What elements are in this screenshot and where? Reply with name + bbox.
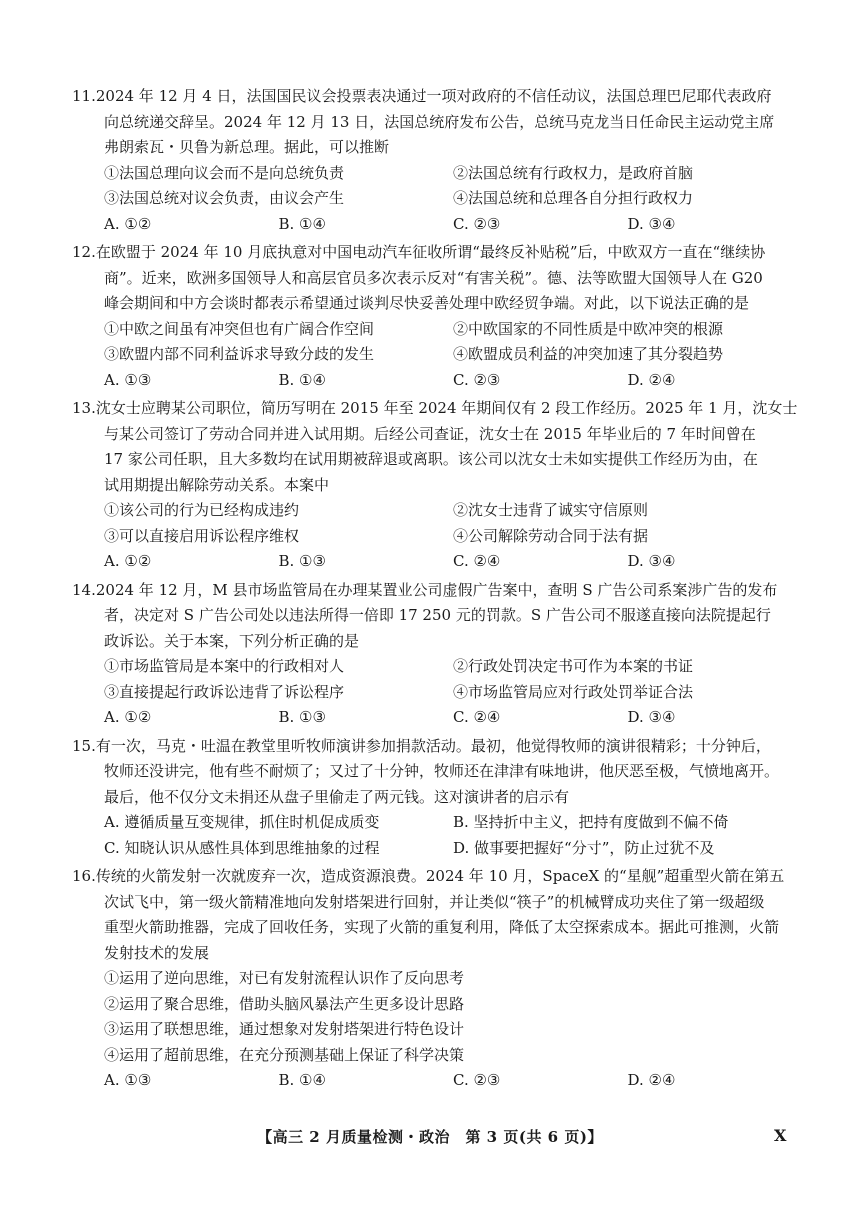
choice-a[interactable]: A. ①② <box>104 708 152 726</box>
question-stem <box>72 578 802 655</box>
choice-b[interactable]: B. ①④ <box>278 370 326 389</box>
stem-line: 向总统递交辞呈。2024 年 12 月 13 日，法国总统府发布公告，总统马克龙当日任命民主运动党主席 <box>104 112 775 131</box>
question-stem <box>72 734 802 811</box>
stem-line: 2024 年 12 月，M 县市场监管局在办理某置业公司虚假广告案中，查明 S 广告公司系案涉广告的发布 <box>95 580 778 599</box>
choice-row <box>72 836 802 862</box>
stem-line: 次试飞中，第一级火箭精准地向发射塔架进行回射，并让类似“筷子”的机械臂成功夹住了第一级超级 <box>104 892 765 911</box>
statement-row <box>72 680 802 706</box>
statement-row <box>72 654 802 680</box>
choice-d[interactable]: D. ③④ <box>627 214 676 233</box>
question-stem <box>72 396 802 498</box>
paper-version-mark: X <box>774 1126 787 1145</box>
choice-b[interactable]: B. ①③ <box>278 552 326 570</box>
statement-2: ②沈女士违背了诚实守信原则 <box>453 501 649 519</box>
choice-c[interactable]: C. ②④ <box>453 708 501 726</box>
statement-1: ①市场监管局是本案中的行政相对人 <box>104 657 345 675</box>
statement-row <box>72 161 802 187</box>
question-number: 16. <box>72 867 96 885</box>
choice-row <box>72 810 802 836</box>
choice-c[interactable]: C. 知晓认识从感性具体到思维抽象的过程 <box>104 838 380 857</box>
statement-row <box>72 317 802 343</box>
choice-a[interactable]: A. ①② <box>104 214 152 233</box>
stem-line: 与某公司签订了劳动合同并进入试用期。后经公司查证，沈女士在 2015 年毕业后的 7 年时间曾在 <box>104 424 756 443</box>
question-12 <box>72 240 802 393</box>
question-stem <box>72 84 802 161</box>
choice-a[interactable]: A. ①③ <box>104 1071 152 1089</box>
question-14 <box>72 578 802 731</box>
choice-d[interactable]: D. ③④ <box>627 708 676 726</box>
stem-line: 发射技术的发展 <box>104 943 210 962</box>
stem-line: 传统的火箭发射一次就废弃一次，造成资源浪费。2024 年 10 月，SpaceX 的“星舰”超重型火箭在第五 <box>95 867 785 885</box>
question-stem <box>72 240 802 317</box>
statement-2: ②运用了聚合思维，借助头脑风暴法产生更多设计思路 <box>104 994 465 1013</box>
question-number: 11. <box>72 87 96 105</box>
stem-line: 2024 年 12 月 4 日，法国国民议会投票表决通过一项对政府的不信任动议，法国总理巴尼耶代表政府 <box>95 87 772 105</box>
choice-row <box>72 549 802 575</box>
stem-line: 政诉讼。关于本案，下列分析正确的是 <box>104 631 360 650</box>
question-number: 12. <box>72 243 96 261</box>
statement-1: ①中欧之间虽有冲突但也有广阔合作空间 <box>104 319 375 338</box>
statement-row <box>72 524 802 550</box>
stem-line: 商”。近来，欧洲多国领导人和高层官员多次表示反对“有害关税”。德、法等欧盟大国领导人在 G20 <box>104 268 763 287</box>
statement-2: ②法国总统有行政权力，是政府首脑 <box>453 163 694 182</box>
choice-b[interactable]: B. 坚持折中主义，把持有度做到不偏不倚 <box>453 813 729 831</box>
statement-1: ①该公司的行为已经构成违约 <box>104 501 300 519</box>
question-number: 14. <box>72 580 96 599</box>
question-stem <box>72 864 802 966</box>
choice-c[interactable]: C. ②③ <box>453 214 501 233</box>
choice-a[interactable]: A. 遵循质量互变规律，抓住时机促成质变 <box>104 813 380 831</box>
choice-c[interactable]: C. ②③ <box>453 1071 501 1089</box>
statement-3: ③法国总统对议会负责，由议会产生 <box>104 189 345 207</box>
choice-row <box>72 705 802 731</box>
statement-row <box>72 498 802 524</box>
stem-line: 有一次，马克・吐温在教堂里听牧师演讲参加捐款活动。最初，他觉得牧师的演讲很精彩；十分钟后， <box>95 736 771 755</box>
statement-row <box>72 186 802 212</box>
choice-b[interactable]: B. ①③ <box>278 708 326 726</box>
choice-d[interactable]: D. ②④ <box>627 370 676 389</box>
choice-d[interactable]: D. 做事要把握好“分寸”，防止过犹不及 <box>453 838 715 857</box>
statement-2: ②中欧国家的不同性质是中欧冲突的根源 <box>453 319 724 338</box>
stem-line: 者，决定对 S 广告公司处以违法所得一倍即 17 250 元的罚款。S 广告公司不服遂直接向法院提起行 <box>104 606 771 624</box>
stem-line: 牧师还没讲完，他有些不耐烦了；又过了十分钟，牧师还在津津有味地讲，他厌恶至极，气愤地离开。 <box>104 762 780 780</box>
page-footer: 【高三 2 月质量检测・政治 第 3 页(共 6 页)】 <box>257 1128 603 1146</box>
stem-line: 试用期提出解除劳动关系。本案中 <box>104 475 330 494</box>
stem-line: 最后，他不仅分文未捐还从盘子里偷走了两元钱。这对演讲者的启示有 <box>104 787 570 806</box>
stem-line: 峰会期间和中方会谈时都表示希望通过谈判尽快妥善处理中欧经贸争端。对此，以下说法正确的是 <box>104 294 750 312</box>
statement-row <box>72 342 802 368</box>
statement-4: ④欧盟成员利益的冲突加速了其分裂趋势 <box>453 345 724 363</box>
choice-d[interactable]: D. ③④ <box>627 552 676 570</box>
question-16 <box>72 864 802 1094</box>
question-13 <box>72 396 802 575</box>
choice-c[interactable]: C. ②③ <box>453 370 501 389</box>
stem-line: 重型火箭助推器，完成了回收任务，实现了火箭的重复利用，降低了太空探索成本。据此可推测，火箭 <box>104 918 780 936</box>
statement-4: ④公司解除劳动合同于法有据 <box>453 526 649 545</box>
statement-1: ①运用了逆向思维，对已有发射流程认识作了反向思考 <box>104 969 465 987</box>
choice-row <box>72 368 802 394</box>
question-number: 13. <box>72 399 96 417</box>
choice-c[interactable]: C. ②④ <box>453 552 501 570</box>
statement-3: ③直接提起行政诉讼违背了诉讼程序 <box>104 682 345 701</box>
question-number: 15. <box>72 736 96 755</box>
statement-2: ②行政处罚决定书可作为本案的书证 <box>453 657 694 675</box>
statement-4: ④运用了超前思维，在充分预测基础上保证了科学决策 <box>104 1045 465 1064</box>
statement-4: ④市场监管局应对行政处罚举证合法 <box>453 682 694 701</box>
statement-3: ③运用了联想思维，通过想象对发射塔架进行特色设计 <box>104 1020 465 1038</box>
choice-b[interactable]: B. ①④ <box>278 1071 326 1089</box>
choice-row <box>72 212 802 238</box>
choice-d[interactable]: D. ②④ <box>627 1071 676 1089</box>
question-11 <box>72 84 802 237</box>
question-15 <box>72 734 802 862</box>
question-list <box>72 84 802 1097</box>
statement-3: ③可以直接启用诉讼程序维权 <box>104 526 300 545</box>
statement-1: ①法国总理向议会而不是向总统负责 <box>104 163 345 182</box>
stem-line: 17 家公司任职，且大多数均在试用期被辞退或离职。该公司以沈女士未如实提供工作经历为由，在 <box>104 450 758 468</box>
choice-row <box>72 1068 802 1094</box>
statement-3: ③欧盟内部不同利益诉求导致分歧的发生 <box>104 345 375 363</box>
choice-a[interactable]: A. ①③ <box>104 370 152 389</box>
stem-line: 弗朗索瓦・贝鲁为新总理。据此，可以推断 <box>104 138 390 156</box>
statement-4: ④法国总统和总理各自分担行政权力 <box>453 189 694 207</box>
choice-b[interactable]: B. ①④ <box>278 214 326 233</box>
stem-line: 在欧盟于 2024 年 10 月底执意对中国电动汽车征收所谓“最终反补贴税”后，中欧双方一直在“继续协 <box>95 243 766 261</box>
stem-line: 沈女士应聘某公司职位，简历写明在 2015 年至 2024 年期间仅有 2 段工作经历。2025 年 1 月，沈女士 <box>95 399 798 417</box>
choice-a[interactable]: A. ①② <box>104 552 152 570</box>
